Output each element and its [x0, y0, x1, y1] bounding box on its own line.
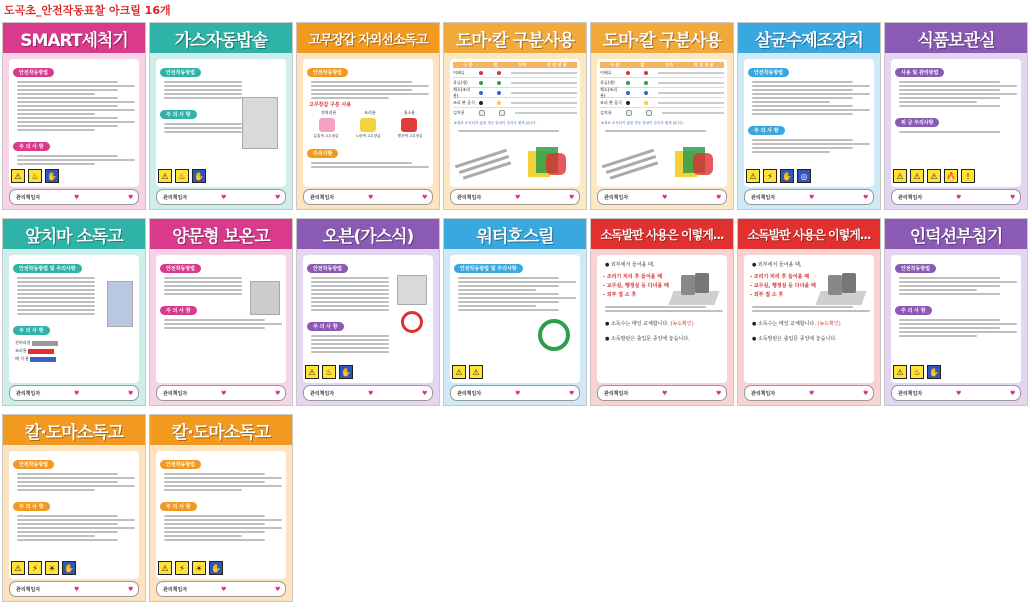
- section-label: 안전작동방법 및 주의사항: [13, 264, 82, 273]
- card-apron-sterilizer[interactable]: [2, 218, 146, 406]
- card-body: [9, 451, 139, 579]
- card-double-door-warmer[interactable]: [149, 218, 293, 406]
- section-label: 안전작동방법 및 주의사항: [454, 264, 523, 273]
- warmer-image: [250, 281, 280, 315]
- card-smart-dishwasher[interactable]: [2, 22, 146, 210]
- card-induction-griddle[interactable]: [884, 218, 1028, 406]
- card-title: 칼·도마소독고: [150, 415, 292, 445]
- safety-signs: [158, 169, 206, 183]
- footer-manager: 관리책임자 ♥ ♥: [744, 189, 874, 205]
- apron-cabinet-image: [107, 281, 133, 327]
- card-water-hose-reel[interactable]: [443, 218, 587, 406]
- hot-surface-icon: ♨: [322, 365, 336, 379]
- safety-signs: [746, 169, 811, 183]
- safety-signs: [305, 365, 353, 379]
- card-title: 도마·칼 구분사용: [444, 23, 586, 53]
- card-title: 소독발판 사용은 이렇게...: [591, 219, 733, 249]
- card-body: 구 분 칼 도마 작 업 내 용 어패류 육류(생) 채소(조리용) 조리 완 음식 김치용 ※재료 소독되지 않을 경우 칼날이 갈리지 쉽게 됩니다.: [597, 59, 727, 187]
- section-label: 주의사항: [307, 149, 338, 158]
- gloves-icon: ✋: [192, 169, 206, 183]
- rice-cooker-image: [242, 97, 278, 149]
- card-glove-uv-sterilizer[interactable]: [296, 22, 440, 210]
- goggles-icon: ◎: [797, 169, 811, 183]
- card-body: [9, 59, 139, 187]
- hot-surface-icon: ♨: [910, 365, 924, 379]
- gloves-icon: ✋: [780, 169, 794, 183]
- card-title: SMART세척기: [3, 23, 145, 53]
- card-body: [744, 59, 874, 187]
- footer-manager: 관리책임자 ♥ ♥: [744, 385, 874, 401]
- section-label: 안전작동방법: [13, 460, 54, 469]
- section-label: 안전작동방법: [307, 68, 348, 77]
- card-title: 앞치마 소독고: [3, 219, 145, 249]
- cutting-boards-image: [675, 147, 715, 179]
- hot-surface-icon: ♨: [175, 169, 189, 183]
- card-body: ● 외부에서 들어올 때, - 조리기 처리 후 들어올 때 - 교무실, 행정실 등 다녀올 때 - 외부 접 소 후 ● 소독수는 매일 교체합니다. (농도확인) ● 소독발판은 출입문 중앙에 놓습니다.: [597, 255, 727, 383]
- card-disinfect-mat[interactable]: [590, 218, 734, 406]
- footer-manager: 관리책임자 ♥ ♥: [891, 189, 1021, 205]
- card-gas-rice-cooker[interactable]: [149, 22, 293, 210]
- card-knife-board-sterilizer-2[interactable]: [149, 414, 293, 602]
- card-body: [156, 451, 286, 579]
- footer-manager: 관리책임자 ♥ ♥: [156, 189, 286, 205]
- card-knife-board-sterilizer[interactable]: [2, 414, 146, 602]
- safety-signs: [893, 169, 975, 183]
- card-title: 소독발판 사용은 이렇게...: [738, 219, 880, 249]
- section-label: 안전작동방법: [13, 68, 54, 77]
- card-knife-board-usage-2[interactable]: [590, 22, 734, 210]
- footer-manager: 관리책임자 ♥ ♥: [450, 385, 580, 401]
- section-label: 주 의 사 항: [307, 322, 344, 331]
- section-label: 주 의 사 항: [13, 502, 50, 511]
- warning-icon: ⚠: [893, 169, 907, 183]
- card-body: 구 분 칼 도마 작 업 내 용 어패류 육류(생) 채소(조리용) 조리 완 음식 김치용 ※재료 소독되지 않을 경우 칼날이 갈리지 쉽게 됩니다.: [450, 59, 580, 187]
- boots-on-mat-image: [671, 273, 717, 307]
- section-label: 안전작동방법: [895, 264, 936, 273]
- card-title: 가스자동밥솥: [150, 23, 292, 53]
- electric-icon: ⚡: [175, 561, 189, 575]
- warning-icon: ⚠: [452, 365, 466, 379]
- boots-on-mat-image: [818, 273, 864, 307]
- hot-surface-icon: ♨: [28, 169, 42, 183]
- card-body: ● 외부에서 들어올 때, - 조리기 처리 후 들어올 때 - 교무실, 행정실 등 다녀올 때 - 외부 접 소 후 ● 소독수는 매일 교체합니다. (농도확인) ● 소독발판은 출입문 중앙에 놓습니다.: [744, 255, 874, 383]
- uv-icon: ☀: [45, 561, 59, 575]
- heavy-icon: ⚠: [927, 169, 941, 183]
- electric-icon: ⚡: [763, 169, 777, 183]
- section-label: 주 의 사 항: [13, 326, 50, 335]
- card-title: 인덕션부침기: [885, 219, 1027, 249]
- fire-icon: 🔥: [944, 169, 958, 183]
- warning-icon: ⚠: [158, 561, 172, 575]
- section-label: 주 의 사 항: [748, 126, 785, 135]
- gloves-icon: ✋: [45, 169, 59, 183]
- card-title: 오븐(가스식): [297, 219, 439, 249]
- footer-manager: 관리책임자 ♥ ♥: [9, 581, 139, 597]
- safety-signs: [11, 561, 76, 575]
- safety-signs: [158, 561, 223, 575]
- section-label: 안전작동방법: [748, 68, 789, 77]
- footer-manager: 관리책임자 ♥ ♥: [597, 385, 727, 401]
- section-label: 안전작동방법: [160, 68, 201, 77]
- safety-signs: [452, 365, 483, 379]
- heart-icon: ♥: [74, 193, 80, 201]
- knives-image: [601, 153, 661, 177]
- section-label: 사용 및 관리방법: [895, 68, 944, 77]
- card-body: 안전작동방법 고무장갑 구분 사용 전처리용 조리용 청소용 분홍색 고무장갑 노란색 고무장갑 빨간색 고무장갑 주의사항: [303, 59, 433, 187]
- section-label: 안전작동방법: [160, 264, 201, 273]
- card-title: 살균수제조장치: [738, 23, 880, 53]
- electric-icon: ⚡: [28, 561, 42, 575]
- section-label: 안전작동방법: [307, 264, 348, 273]
- safety-signs: [11, 169, 59, 183]
- footer-manager: 관리책임자 ♥ ♥: [9, 189, 139, 205]
- slip-icon: ⚠: [469, 365, 483, 379]
- card-title: 고무장갑 자외선소독고: [297, 23, 439, 53]
- gloves-icon: ✋: [339, 365, 353, 379]
- gloves-icon: ✋: [209, 561, 223, 575]
- card-body: 안전작동방법 및 주의사항 주 의 사 항 전처리용 조리용 배 식 용: [9, 255, 139, 383]
- warning-icon: ⚠: [893, 365, 907, 379]
- card-sterile-water-maker[interactable]: [737, 22, 881, 210]
- section-label: 주 의 사 항: [895, 306, 932, 315]
- heart-icon: ♥: [128, 193, 134, 201]
- section-label: 안전작동방법: [160, 460, 201, 469]
- card-title: 양문형 보온고: [150, 219, 292, 249]
- page-title: 도곡초_안전작동표찰 아크릴 16개: [4, 4, 171, 17]
- section-label: 주 의 사 항: [160, 306, 197, 315]
- section-label: 주 의 사 항: [13, 142, 50, 151]
- gloves-icon: ✋: [62, 561, 76, 575]
- footer-manager: 관리책임자 ♥ ♥: [156, 385, 286, 401]
- safety-signs: [893, 365, 941, 379]
- footer-manager: 관리책임자 ♥ ♥: [450, 189, 580, 205]
- warning-icon: ⚠: [305, 365, 319, 379]
- knives-image: [454, 153, 514, 177]
- section-label: 주 의 사 항: [160, 502, 197, 511]
- card-title: 식품보관실: [885, 23, 1027, 53]
- caution-icon: !: [961, 169, 975, 183]
- cutting-boards-image: [528, 147, 568, 179]
- footer-manager: 관리책임자 ♥ ♥: [303, 385, 433, 401]
- card-knife-board-usage[interactable]: [443, 22, 587, 210]
- footer-manager: 관리책임자 ♥ ♥: [9, 385, 139, 401]
- footer-manager: 관리책임자 ♥ ♥: [597, 189, 727, 205]
- section-label: 주 의 사 항: [160, 110, 197, 119]
- card-food-storage[interactable]: [884, 22, 1028, 210]
- warning-icon: ⚠: [158, 169, 172, 183]
- footer-manager: 관리책임자 ♥ ♥: [891, 385, 1021, 401]
- gloves-icon: ✋: [927, 365, 941, 379]
- hose-reel-image: [538, 319, 570, 351]
- section-label: 위 금 주의사항: [895, 118, 939, 127]
- card-body: [891, 255, 1021, 383]
- card-disinfect-mat-2[interactable]: [737, 218, 881, 406]
- fall-icon: ⚠: [910, 169, 924, 183]
- warning-icon: ⚠: [746, 169, 760, 183]
- card-title: 워터호스릴: [444, 219, 586, 249]
- uv-icon: ☀: [192, 561, 206, 575]
- no-icon: [401, 311, 423, 333]
- card-title: 칼·도마소독고: [3, 415, 145, 445]
- warning-icon: ⚠: [11, 561, 25, 575]
- warning-icon: ⚠: [11, 169, 25, 183]
- footer-manager: 관리책임자 ♥ ♥: [303, 189, 433, 205]
- card-title: 도마·칼 구분사용: [591, 23, 733, 53]
- card-gas-oven[interactable]: [296, 218, 440, 406]
- card-body: [450, 255, 580, 383]
- footer-manager: 관리책임자 ♥ ♥: [156, 581, 286, 597]
- card-body: [891, 59, 1021, 187]
- oven-image: [397, 275, 427, 305]
- card-body: [156, 255, 286, 383]
